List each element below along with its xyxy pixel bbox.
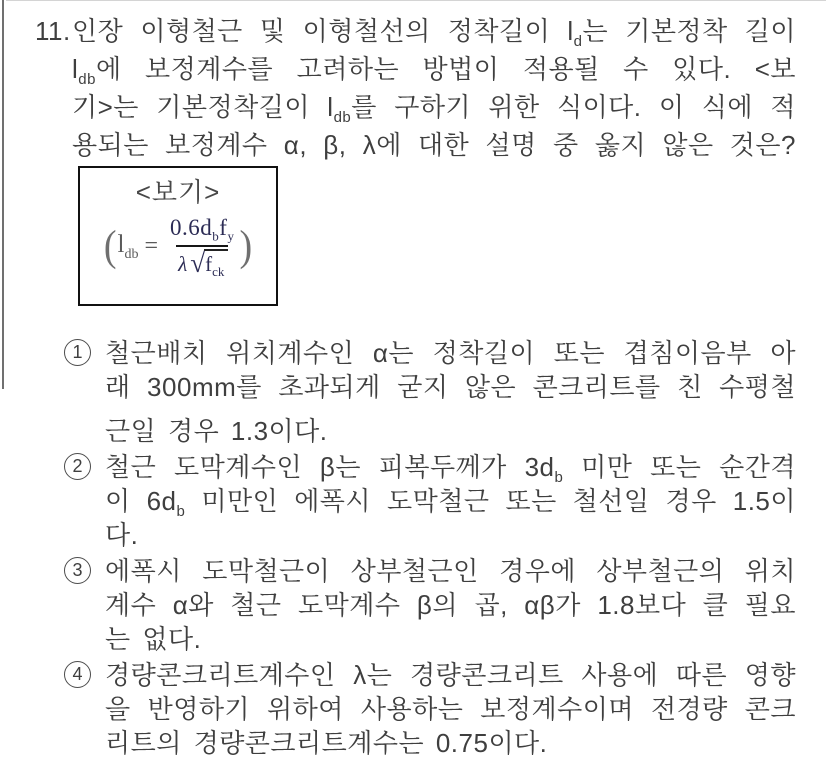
option-text	[105, 336, 796, 448]
circled-number: 1	[64, 339, 91, 366]
option-marker	[64, 450, 105, 552]
text-line: 다.	[105, 520, 139, 550]
basic-development-length-formula	[104, 215, 252, 278]
formula-open-paren: (	[103, 222, 117, 271]
formula-lhs-base: l	[117, 230, 125, 258]
text-line: $l_{db}$에 보정계수를 고려하는 방법이 적용될 수 있다. <보	[72, 54, 796, 88]
option-text	[105, 658, 796, 760]
radicand-fck: $f_{ck}$	[204, 249, 228, 278]
text-line: 에폭시 도막철근이 상부철근인 경우에 상부철근의 위치	[105, 556, 796, 586]
question-block	[0, 0, 826, 164]
text-line: 근일 경우 1.3이다.	[105, 416, 328, 446]
text-line: 이 $6d_b$ 미만인 에폭시 도막철근 또는 철선일 경우 1.5이	[105, 486, 796, 518]
option-text	[105, 450, 796, 552]
radical-sign: √	[190, 247, 206, 278]
option-marker	[64, 658, 105, 760]
text-line: 래 300mm를 초과되게 굳지 않은 콘크리트를 친 수평철	[105, 372, 796, 402]
formula-fraction	[165, 215, 239, 278]
options-list	[64, 336, 796, 760]
circled-number: 2	[64, 453, 91, 480]
text-line: 인장 이형철근 및 이형철선의 정착길이 $l_d$는 기본정착 길이	[72, 16, 796, 50]
option-row	[64, 658, 796, 760]
circled-number: 4	[64, 661, 91, 688]
text-line: 철근 도막계수인 β는 피복두께가 $3d_b$ 미만 또는 순간격	[105, 452, 796, 484]
formula-denominator	[176, 245, 228, 278]
circled-number: 3	[64, 557, 91, 584]
text-line: 계수 α와 철근 도막계수 β의 곱, αβ가 1.8보다 클 필요	[105, 590, 796, 620]
exhibit-title: <보기>	[135, 177, 221, 207]
top-edge-line	[6, 0, 826, 1]
option-marker	[64, 554, 105, 656]
formula-equals-sign: =	[144, 232, 159, 259]
column-divider-line	[2, 0, 4, 389]
question-number: 11.	[35, 16, 71, 46]
text-line: 리트의 경량콘크리트계수는 0.75이다.	[105, 728, 548, 758]
formula-lhs	[118, 231, 139, 262]
text-line: 는 없다.	[105, 624, 202, 654]
exhibit-box	[78, 166, 278, 306]
formula-close-paren: )	[239, 222, 253, 271]
option-row	[64, 336, 796, 448]
lambda-symbol: λ	[178, 251, 188, 276]
option-text	[105, 554, 796, 656]
text-line: 경량콘크리트계수인 λ는 경량콘크리트 사용에 따른 영향	[105, 660, 796, 690]
option-row	[64, 450, 796, 552]
text-line: 철근배치 위치계수인 α는 정착길이 또는 겹침이음부 아	[105, 338, 796, 368]
formula-numerator: $0.6d_bf_y$	[170, 215, 235, 244]
text-line: 을 반영하기 위하여 사용하는 보정계수이며 전경량 콘크	[105, 694, 796, 724]
formula-lhs-subscript: db	[124, 246, 139, 262]
text-line: 기>는 기본정착길이 $l_{db}$를 구하기 위한 식이다. 이 식에 적	[72, 92, 796, 126]
question-lines	[72, 12, 796, 164]
text-line: 용되는 보정계수 α, β, λ에 대한 설명 중 옳지 않은 것은?	[72, 130, 796, 160]
option-marker	[64, 336, 105, 448]
option-row	[64, 554, 796, 656]
